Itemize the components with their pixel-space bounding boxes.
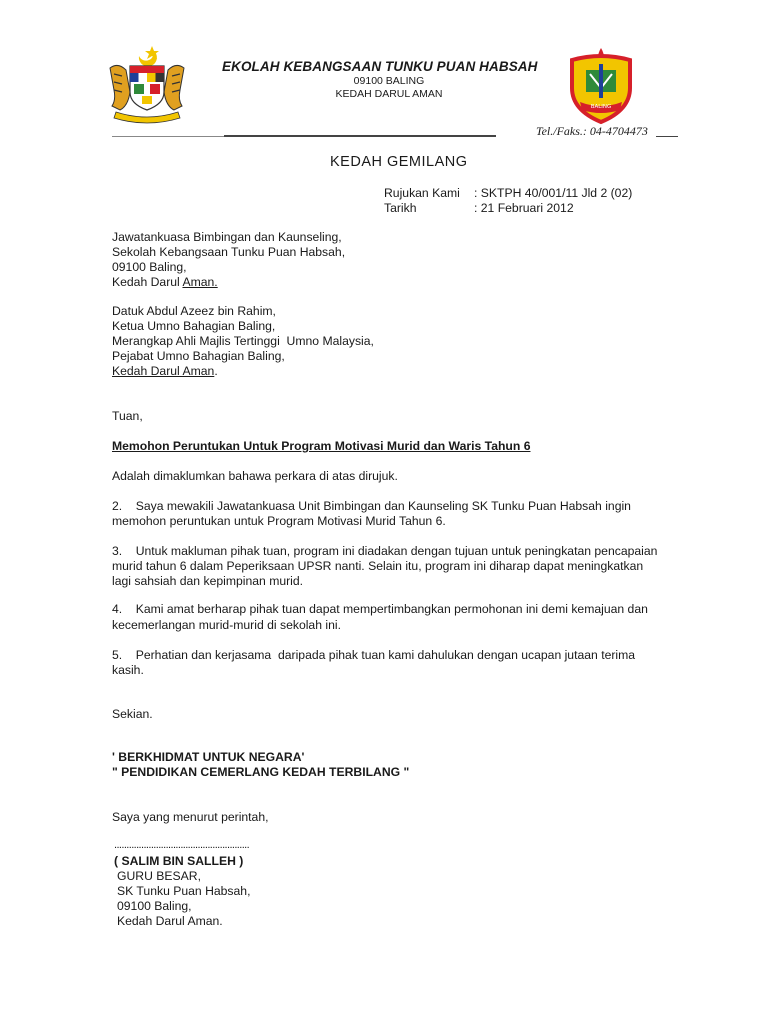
crest-ribbon-text: BALING <box>590 104 612 110</box>
school-name: EKOLAH KEBANGSAAN TUNKU PUAN HABSAH <box>222 59 538 74</box>
paragraph-2-line: memohon peruntukan untuk Program Motivasi Murid Tahun 6. <box>112 514 446 528</box>
recipient-line: Ketua Umno Bahagian Baling, <box>112 319 276 333</box>
ref-value: : SKTPH 40/001/11 Jld 2 (02) <box>474 186 633 200</box>
sender-state: Kedah Darul <box>112 275 183 289</box>
paragraph-3-line: murid tahun 6 dalam Peperiksaan UPSR nanti. Selain itu, program ini diharap dapat meningkatkan <box>112 559 644 573</box>
paragraph-4-line: 4. Kami amat berharap pihak tuan dapat mempertimbangkan permohonan ini demi kemajuan dan <box>112 602 648 616</box>
slogan-pendidikan: " PENDIDIKAN CEMERLANG KEDAH TERBILANG " <box>112 765 410 779</box>
closing: Sekian. <box>112 707 153 721</box>
recipient-line: Datuk Abdul Azeez bin Rahim, <box>112 304 276 318</box>
signatory-state: Kedah Darul Aman. <box>117 914 223 928</box>
signatory-title: GURU BESAR, <box>117 869 201 883</box>
paragraph-2-line: 2. Saya mewakili Jawatankuasa Unit Bimbingan dan Kaunseling SK Tunku Puan Habsah ingin <box>112 499 631 513</box>
sender-line-last <box>112 275 218 290</box>
recipient-line: Pejabat Umno Bahagian Baling, <box>112 349 285 363</box>
sender-line: Jawatankuasa Bimbingan dan Kaunseling, <box>112 230 342 244</box>
sign-off: Saya yang menurut perintah, <box>112 810 269 824</box>
paragraph-4-line: kecemerlangan murid-murid di sekolah ini. <box>112 618 341 632</box>
signature-line: ....................................................... <box>114 839 250 851</box>
slogan-berkhidmat: ' BERKHIDMAT UNTUK NEGARA' <box>112 750 305 764</box>
sender-line: 09100 Baling, <box>112 260 187 274</box>
date-value: : 21 Februari 2012 <box>474 201 574 215</box>
school-crest-logo <box>566 46 636 126</box>
recipient-line-last <box>112 364 218 379</box>
malaysia-coat-of-arms-logo <box>104 42 190 126</box>
sender-line: Sekolah Kebangsaan Tunku Puan Habsah, <box>112 245 346 259</box>
ref-label: Rujukan Kami <box>384 186 460 200</box>
tel-fax: Tel./Faks.: 04-4704473 <box>536 124 648 138</box>
letterhead-rule-left-thin <box>112 136 224 137</box>
signatory-school: SK Tunku Puan Habsah, <box>117 884 251 898</box>
paragraph-5-line: kasih. <box>112 663 144 677</box>
signatory-name: ( SALIM BIN SALLEH ) <box>114 854 244 868</box>
subject-line: Memohon Peruntukan Untuk Program Motivasi Murid dan Waris Tahun 6 <box>112 439 531 453</box>
letterhead-rule <box>224 135 496 137</box>
recipient-state-underlined: Kedah Darul Aman <box>112 364 215 378</box>
recipient-state-suffix: . <box>214 364 218 378</box>
school-postcode-town: 09100 BALING <box>353 75 425 87</box>
signatory-town: 09100 Baling, <box>117 899 192 913</box>
opening-line: Adalah dimaklumkan bahawa perkara di atas dirujuk. <box>112 469 398 483</box>
paragraph-3-line: 3. Untuk makluman pihak tuan, program ini diadakan dengan tujuan untuk peningkatan pencapaian <box>112 544 658 558</box>
salutation: Tuan, <box>112 409 143 423</box>
date-label: Tarikh <box>384 201 417 215</box>
tel-rule <box>656 136 678 137</box>
sender-state-underlined: Aman. <box>182 275 218 289</box>
paragraph-5-line: 5. Perhatian dan kerjasama daripada pihak tuan kami dahulukan dengan ucapan jutaan terima <box>112 648 636 662</box>
school-state: KEDAH DARUL AMAN <box>335 88 443 100</box>
paragraph-3-line: lagi sahsiah dan kepimpinan murid. <box>112 574 304 588</box>
state-motto: KEDAH GEMILANG <box>330 154 468 170</box>
recipient-line: Merangkap Ahli Majlis Tertinggi Umno Malaysia, <box>112 334 374 348</box>
